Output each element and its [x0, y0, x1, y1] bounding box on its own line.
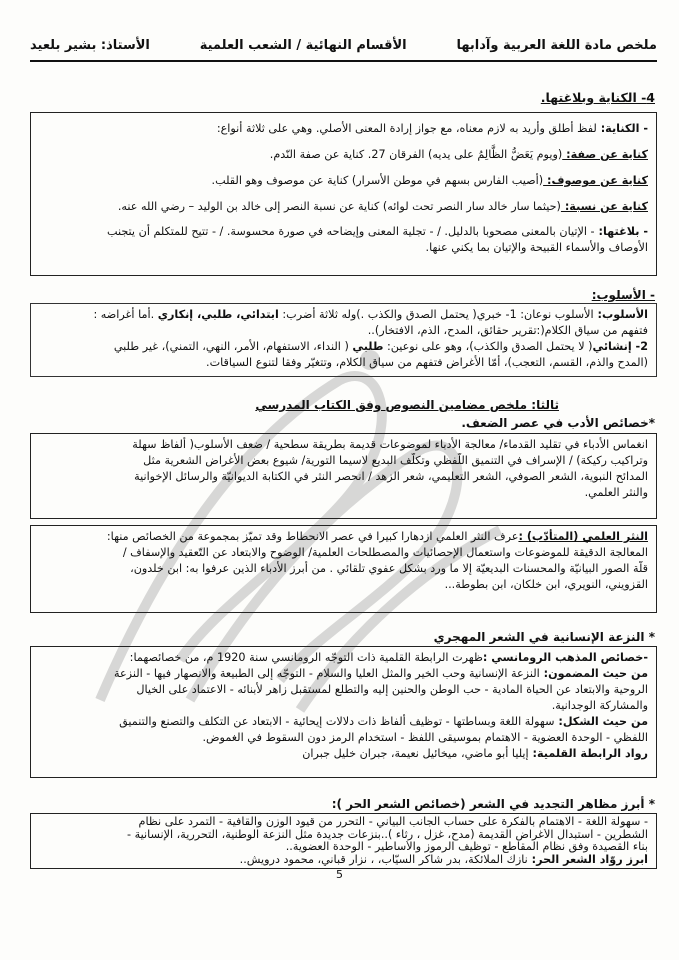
- scientific-line-4: القزويني، النويري، ابن خلكان، ابن بطوطة...: [444, 578, 648, 591]
- kinaya-box: [30, 112, 657, 276]
- heading-decline-lit: *خصائص الأدب في عصر الضعف.: [461, 416, 655, 430]
- kinaya-balagha-2: الأوصاف والأسماء القبيحة والإتيان بما يكني عنها.: [425, 241, 648, 254]
- decline-line-2: وتراكيب ركيكة) / الإسراف في التنميق اللّفظي وتكلّف البديع لاسيما التورية/ شيوع بعض الأغراض الشعرية مثل: [143, 454, 648, 467]
- uslub-line-1: الأسلوب: الأسلوب نوعان: 1- خبري( يحتمل الصدق والكذب .)وله ثلاثة أضرب: ابتدائي، طلبي، إنكاري .أما أغراضه :: [93, 308, 648, 321]
- mahjar-line-2: من حيث المضمون: النزعة الإنسانية وحب الخير والمثل العليا والسلام - التوجّه إلى الطبيعة والانصهار فيها - النزعة: [113, 667, 648, 680]
- mahjar-line-5: من حيث الشكل: سهولة اللغة وبساطتها - توظيف ألفاظ ذات دلالات إيحائية - الابتعاد عن التكلف والتصنع والتنميق: [119, 715, 648, 728]
- uslub-line-4: (المدح والذم، القسم، التعجب)، أمّا الأغراض فتفهم من سياق الكلام، وتتغيّر وفقا لتنوع السياقات.: [206, 356, 648, 369]
- mahjar-line-6: اللفظي - الوحدة العضوية - الاهتمام بموسيقى اللفظ - استخدام الرمز دون السقوط في الغموض.: [202, 731, 648, 744]
- mahjar-line-3: الروحية والابتعاد عن الحياة المادية - حب الوطن والحنين إليه والتطلع لمستقبل زاهر لأبنائه - الاعتماد على الخيال: [136, 683, 648, 696]
- kinaya-nisba: كناية عن نسبة: (حيثما سار خالد سار النصر تحت لوائه) كناية عن نسبة النصر إلى خالد بن الوليد – رضي الله عنه.: [117, 200, 648, 213]
- header-teacher: الأستاذ: بشير بلعيد: [30, 37, 150, 53]
- mahjar-line-7: رواد الرابطة القلمية: إيليا أبو ماضي، ميخائيل نعيمة، جبران خليل جبران: [302, 747, 648, 760]
- header-section: الأقسام النهائية / الشعب العلمية: [199, 37, 407, 53]
- heading-mahjar: * النزعة الإنسانية في الشعر المهجري: [433, 630, 655, 644]
- section-heading-third: ثالثا: ملخص مضامين النصوص وفق الكتاب المدرسي: [255, 398, 559, 412]
- decline-line-3: المدائح النبوية، الشعر الصوفي، الشعر التعليمي، شعر الزهد / انحصر النثر في الكتابة الديوانيّة والرسائل الإخوانية: [134, 470, 648, 483]
- mahjar-line-1: -خصائص المذهب الرومانسي :ظهرت الرابطة القلمية ذات التوجّه الرومانسي سنة 1920 م، من خصائصهما:: [129, 651, 648, 664]
- header-course: ملخص مادة اللغة العربية وآدابها: [456, 37, 657, 53]
- uslub-box: [30, 303, 657, 377]
- free-line-4: أبرز روّاد الشعر الحر: نازك الملائكة، بدر شاكر السيّاب، ، نزار قباني، محمود درويش..: [239, 853, 648, 866]
- free-line-2: الشطرين - استبدال الأغراض القديمة (مدح، غزل ، رثاء )..بنزعات جديدة مثل النزعة الوطنية، التحررية، الإنسانية -: [127, 828, 648, 841]
- scientific-line-3: قلّة الصور البيانيّة والمحسنات البديعيّة إلا ما ورد بشكل عفوي تلقائي . من أبرز الأدباء الذين عرفوا به: ابن خلدون،: [130, 562, 648, 575]
- header-divider: [30, 60, 657, 62]
- decline-line-4: والنثر العلمي.: [584, 486, 648, 499]
- free-line-1: - سهولة اللغة - الاهتمام بالفكرة على حساب الجانب البياني - التحرر من قيود الوزن والقافية - التمرد على نظام: [138, 816, 648, 828]
- kinaya-definition: - الكناية: لفظ أطلق وأريد به لازم معناه، مع جواز إرادة المعنى الأصلي. وهي على ثلاثة أنواع:: [216, 122, 648, 135]
- scientific-line-1: النثر العلمي (المتأدّب) :عرف النثر العلمي ازدهارا كبيرا في عصر الانحطاط وقد تميّز بمجموعة من الخصائص منها:: [106, 530, 648, 543]
- section-heading-uslub: - الأسلوب:: [591, 288, 655, 302]
- uslub-line-2: فتفهم من سياق الكلام(:تقرير حقائق، المدح، الذم، الافتخار)..: [367, 324, 648, 337]
- decline-box: [30, 433, 657, 519]
- uslub-line-3: 2- إنشائي( لا يحتمل الصدق والكذب)، وهو على نوعين: طلبي ( النداء، الاستفهام، الأمر، النهي، التمني)، غير طلبي: [113, 340, 648, 353]
- page-number: 5: [336, 868, 343, 881]
- kinaya-mawsuf: كناية عن موصوف: (أصيب الفارس بسهم في موطن الأسرار) كناية عن موصوف وهو القلب.: [211, 174, 648, 187]
- page-header: [30, 34, 657, 56]
- free-verse-box: [30, 813, 657, 869]
- kinaya-sifa: كناية عن صفة: (ويوم يَعَضُّ الظَّالِمُ على يديه) الفرقان 27. كناية عن صفة النّدم.: [269, 148, 648, 161]
- scientific-line-2: المعالجة الدقيقة للموضوعات واستعمال الإحصائيات والمصطلحات العلمية/ الوضوح والابتعاد عن التّعقيد والإسفاف /: [122, 546, 648, 559]
- free-line-3: بناء القصيدة وفق نظام المقاطع - توظيف الرموز والأساطير - الوحدة العضوية..: [285, 841, 648, 853]
- section-heading-kinaya: 4- الكناية وبلاغتها.: [540, 90, 655, 105]
- mahjar-line-4: والمشاركة الوجدانية.: [551, 699, 648, 712]
- kinaya-balagha-1: - بلاغتها: - الإتيان بالمعنى مصحوبا بالدليل. / - تجلية المعنى وإيضاحه في صورة محسوسة. / - تتيح للمتكلم أن يتجنب: [106, 225, 648, 238]
- heading-free-verse: * أبرز مظاهر التجديد في الشعر (خصائص الشعر الحر ):: [331, 797, 655, 811]
- mahjar-box: [30, 646, 657, 778]
- decline-line-1: انغماس الأدباء في تقليد القدماء/ معالجة الأدباء لموضوعات قديمة بطريقة سطحية / ضعف الأسلوب( ألفاظ سهلة: [132, 438, 648, 451]
- scientific-prose-box: [30, 525, 657, 613]
